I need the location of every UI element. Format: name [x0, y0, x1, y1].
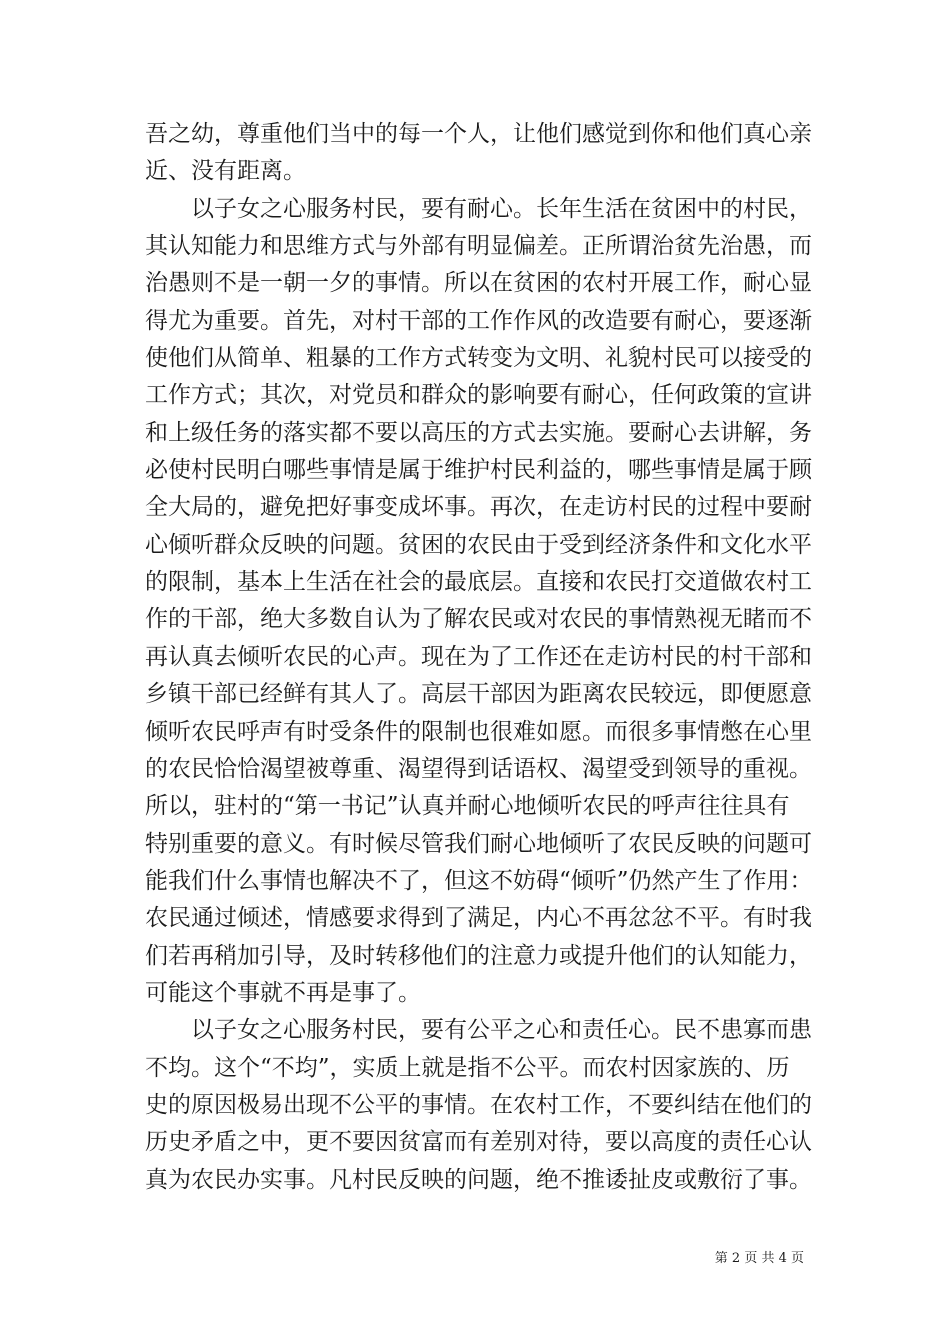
text-line: 不均。这个“不均”，实质上就是指不公平。而农村因家族的、历 — [145, 1054, 790, 1081]
text-line: 倾听农民呼声有时受条件的限制也很难如愿。而很多事情憋在心里 — [145, 718, 812, 745]
text-line: 其认知能力和思维方式与外部有明显偏差。正所谓治贫先治愚，而 — [145, 233, 812, 260]
text-line: 所以，驻村的“第一书记”认真并耐心地倾听农民的呼声往往具有 — [145, 793, 790, 820]
text-line: 能我们什么事情也解决不了，但这不妨碍“倾听”仍然产生了作用： — [145, 867, 813, 894]
text-line: 历史矛盾之中，更不要因贫富而有差别对待，要以高度的责任心认 — [145, 1129, 812, 1156]
text-line: 再认真去倾听农民的心声。现在为了工作还在走访村民的村干部和 — [145, 643, 812, 670]
text-line: 史的原因极易出现不公平的事情。在农村工作，不要纠结在他们的 — [145, 1091, 812, 1118]
text-line: 以子女之心服务村民，要有公平之心和责任心。民不患寡而患 — [191, 1017, 812, 1044]
text-line: 真为农民办实事。凡村民反映的问题，绝不推诿扯皮或敷衍了事。 — [145, 1166, 812, 1193]
text-line: 治愚则不是一朝一夕的事情。所以在贫困的农村开展工作，耐心显 — [145, 270, 812, 297]
text-line: 必使村民明白哪些事情是属于维护村民利益的，哪些事情是属于顾 — [145, 457, 812, 484]
text-line: 全大局的，避免把好事变成坏事。再次，在走访村民的过程中要耐 — [145, 494, 812, 521]
text-line: 使他们从简单、粗暴的工作方式转变为文明、礼貌村民可以接受的 — [145, 345, 812, 372]
paragraph — [145, 191, 815, 1013]
text-line: 近、没有距离。 — [145, 158, 306, 185]
text-line: 乡镇干部已经鲜有其人了。高层干部因为距离农民较远，即便愿意 — [145, 681, 812, 708]
text-line: 和上级任务的落实都不要以高压的方式去实施。要耐心去讲解，务 — [145, 419, 812, 446]
text-line: 们若再稍加引导，及时转移他们的注意力或提升他们的认知能力， — [145, 942, 812, 969]
paragraph — [145, 116, 815, 191]
body-text — [145, 116, 815, 1199]
text-line: 农民通过倾述，情感要求得到了满足，内心不再忿忿不平。有时我 — [145, 905, 812, 932]
text-line: 的限制，基本上生活在社会的最底层。直接和农民打交道做农村工 — [145, 569, 812, 596]
paragraph — [145, 1012, 815, 1199]
text-line: 以子女之心服务村民，要有耐心。长年生活在贫困中的村民， — [191, 195, 812, 222]
text-line: 工作方式；其次，对党员和群众的影响要有耐心，任何政策的宣讲 — [145, 382, 812, 409]
text-line: 可能这个事就不再是事了。 — [145, 979, 421, 1006]
text-line: 作的干部，绝大多数自认为了解农民或对农民的事情熟视无睹而不 — [145, 606, 812, 633]
text-line: 特别重要的意义。有时候尽管我们耐心地倾听了农民反映的问题可 — [145, 830, 812, 857]
page-number: 第 2 页 共 4 页 — [714, 1251, 804, 1266]
text-line: 吾之幼，尊重他们当中的每一个人，让他们感觉到你和他们真心亲 — [145, 121, 812, 147]
text-line: 的农民恰恰渴望被尊重、渴望得到话语权、渴望受到领导的重视。 — [145, 755, 812, 782]
text-line: 心倾听群众反映的问题。贫困的农民由于受到经济条件和文化水平 — [145, 531, 812, 558]
text-line: 得尤为重要。首先，对村干部的工作作风的改造要有耐心，要逐渐 — [145, 307, 812, 334]
